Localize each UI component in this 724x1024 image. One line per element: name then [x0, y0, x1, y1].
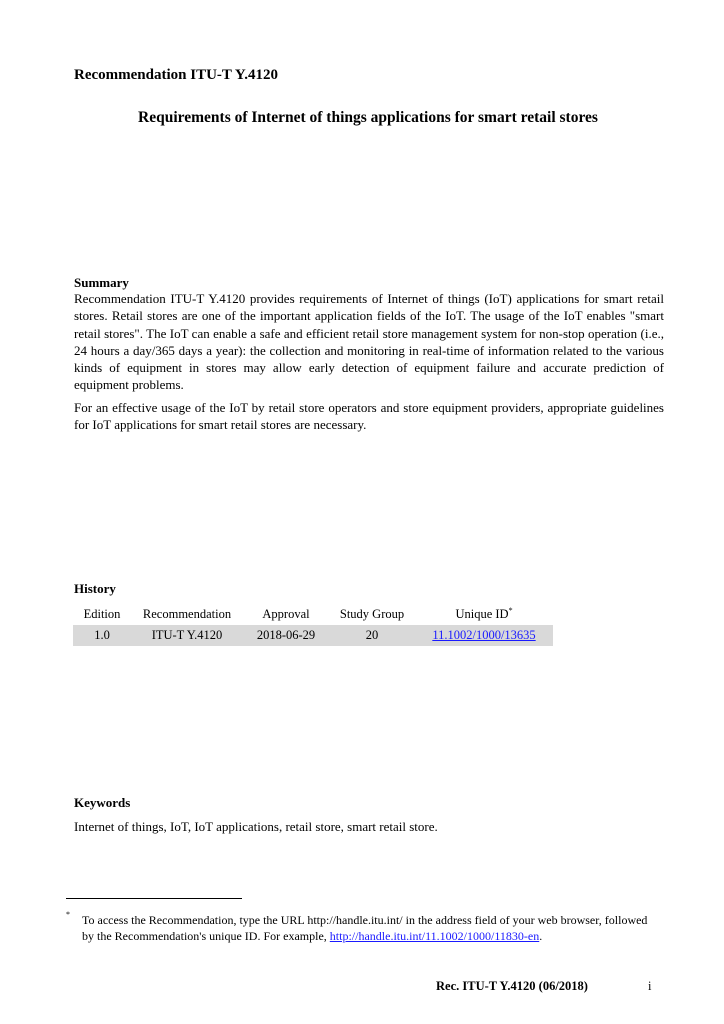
- cell-study-group: 20: [329, 625, 415, 646]
- summary-paragraph-2: For an effective usage of the IoT by retail store operators and store equipment providers, appropriate guidelines for IoT applications for smart retail stores are necessary.: [74, 400, 664, 433]
- summary-heading: Summary: [74, 275, 129, 290]
- history-table-header: [73, 603, 553, 625]
- document-title: Requirements of Internet of things applications for smart retail stores: [138, 109, 598, 126]
- cell-edition: 1.0: [73, 625, 131, 646]
- footer-reference: Rec. ITU-T Y.4120 (06/2018): [436, 979, 588, 993]
- summary-paragraph-1: Recommendation ITU-T Y.4120 provides requirements of Internet of things (IoT) applications for smart retail stores. Retail stores are one of the important application fields of the IoT. The usage of the IoT enables "smart retail stores". The IoT can enable a safe and efficient retail store management system for non-stop operation (i.e., 24 hours a day/365 days a year): the collection and monitoring in real-time of information related to the various kinds of equipment in stores may allow early detection of equipment failure and accurate prediction of equipment problems.: [74, 291, 664, 393]
- footnote-text-end: .: [539, 929, 543, 944]
- table-row: [73, 625, 553, 646]
- footnote-text: [82, 912, 662, 945]
- col-study-group: Study Group: [339, 606, 405, 621]
- col-unique-id: [415, 603, 553, 625]
- cell-approval: 2018-06-29: [243, 625, 329, 646]
- footnote-marker: *: [508, 606, 513, 615]
- keywords-heading: Keywords: [74, 795, 131, 810]
- page-number: i: [648, 979, 652, 993]
- unique-id-link[interactable]: 11.1002/1000/13635: [432, 628, 536, 643]
- footnote-example-link[interactable]: http://handle.itu.int/11.1002/1000/11830-en: [329, 929, 540, 944]
- history-table: [73, 603, 553, 646]
- footnote-divider: [66, 898, 242, 899]
- recommendation-title: Recommendation ITU-T Y.4120: [74, 67, 279, 83]
- col-edition: Edition: [83, 606, 121, 621]
- keywords-text: Internet of things, IoT, IoT applications, retail store, smart retail store.: [74, 819, 438, 834]
- footnote-marker: *: [66, 910, 70, 919]
- col-unique-id-label: Unique ID: [455, 607, 509, 622]
- col-approval: Approval: [262, 606, 310, 621]
- cell-recommendation: ITU-T Y.4120: [131, 625, 243, 646]
- history-heading: History: [74, 581, 116, 596]
- cell-unique-id: [415, 625, 553, 646]
- footnote-text-body: To access the Recommendation, type the URL http://handle.itu.int/ in the address field of your web browser, followed by the Recommendation's unique ID. For example,: [82, 913, 648, 944]
- col-recommendation: Recommendation: [142, 606, 232, 621]
